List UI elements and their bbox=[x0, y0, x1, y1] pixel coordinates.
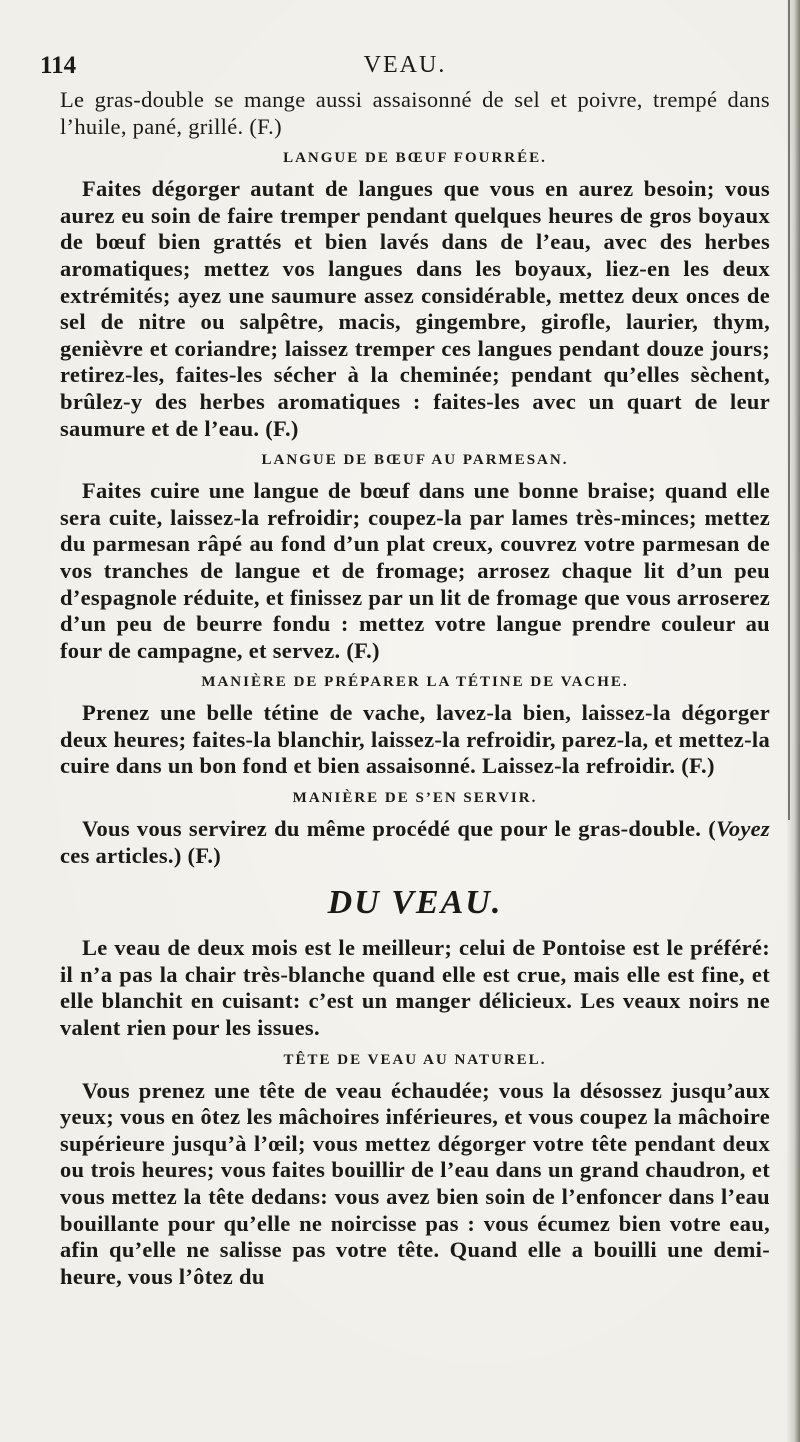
paragraph-langue-fourree: Faites dégorger autant de langues que vous en aurez besoin; vous aurez eu soin de faire tremper pendant quelques heures de gros boyaux de bœuf bien grattés et bien lavés dans de l’eau, avec des herbes aromatiques; mettez vos langues dans les boyaux, liez-en les deux extrémités; ayez une saumure assez considérable, mettez deux onces de sel de nitre ou salpêtre, macis, gingembre, girofle, laurier, thym, genièvre et coriandre; laissez tremper ces langues pendant douze jours; retirez-les, faites-les sécher à la cheminée; pendant qu’elles sèchent, brûlez-y des herbes aromatiques : faites-les avec un quart de leur saumure et de l’eau. (F.) bbox=[60, 176, 770, 441]
paragraph-maniere-servir-end: ces articles.) (F.) bbox=[60, 842, 222, 868]
page-body bbox=[60, 87, 770, 1290]
paragraph-gras-double: Le gras-double se mange aussi assaisonné de sel et poivre, trempé dans l’huile, pané, grillé. (F.) bbox=[60, 87, 770, 139]
paragraph-tetine: Prenez une belle tétine de vache, lavez-la bien, laissez-la dégorger deux heures; faites-la blanchir, laissez-la refroidir, parez-la, et mettez-la cuire dans un bon fond et bien assaisonné. Laissez-la refroidir. (F.) bbox=[60, 700, 770, 779]
page-edge-line bbox=[788, 0, 790, 820]
heading-tetine: MANIÈRE DE PRÉPARER LA TÉTINE DE VACHE. bbox=[201, 674, 629, 691]
section-title: DU VEAU. bbox=[327, 884, 503, 922]
heading-maniere-servir: MANIÈRE DE S’EN SERVIR. bbox=[292, 790, 538, 807]
page-header bbox=[40, 52, 770, 86]
paragraph-du-veau: Le veau de deux mois est le meilleur; celui de Pontoise est le préféré: il n’a pas la chair très-blanche quand elle est crue, mais elle est fine, et elle blanchit en cuisant: c’est un manger délicieux. Les veaux noirs ne valent rien pour les issues. bbox=[60, 935, 770, 1041]
heading-langue-parmesan: LANGUE DE BŒUF AU PARMESAN. bbox=[261, 452, 569, 469]
page-number: 114 bbox=[40, 52, 77, 79]
paragraph-langue-parmesan: Faites cuire une langue de bœuf dans une bonne braise; quand elle sera cuite, laissez-la refroidir; coupez-la par lames très-minces; mettez du parmesan râpé au fond d’un plat creux, couvrez votre parmesan de vos tranches de langue et de fromage; arrosez chaque lit d’un peu d’espagnole réduite, et finissez par un lit de fromage que vous arroserez d’un peu de beurre fondu : mettez votre langue prendre couleur au four de campagne, et servez. (F.) bbox=[60, 478, 770, 663]
paragraph-maniere-servir bbox=[60, 816, 770, 869]
running-title: VEAU. bbox=[363, 52, 447, 78]
heading-tete-de-veau: TÊTE DE VEAU AU NATUREL. bbox=[283, 1051, 547, 1068]
heading-langue-fourree: LANGUE DE BŒUF FOURRÉE. bbox=[283, 150, 547, 167]
paragraph-tete-de-veau: Vous prenez une tête de veau échaudée; vous la désossez jusqu’aux yeux; vous en ôtez les mâchoires inférieures, et vous coupez la mâchoire supérieure jusqu’à l’œil; vous mettez dégorger votre tête pendant deux ou trois heures; vous faites bouillir de l’eau dans un grand chaudron, et vous mettez la tête dedans: vous avez bien soin de l’enfoncer dans l’eau bouillante pour qu’elle ne noircisse pas : vous écumez bien votre eau, afin qu’elle ne salisse pas votre tête. Quand elle a bouilli une demi-heure, vous l’ôtez du bbox=[60, 1077, 770, 1289]
paragraph-maniere-servir-start: Vous vous servirez du même procédé que pour le gras-double. ( bbox=[82, 816, 716, 842]
paragraph-maniere-servir-italic: Voyez bbox=[716, 816, 770, 842]
